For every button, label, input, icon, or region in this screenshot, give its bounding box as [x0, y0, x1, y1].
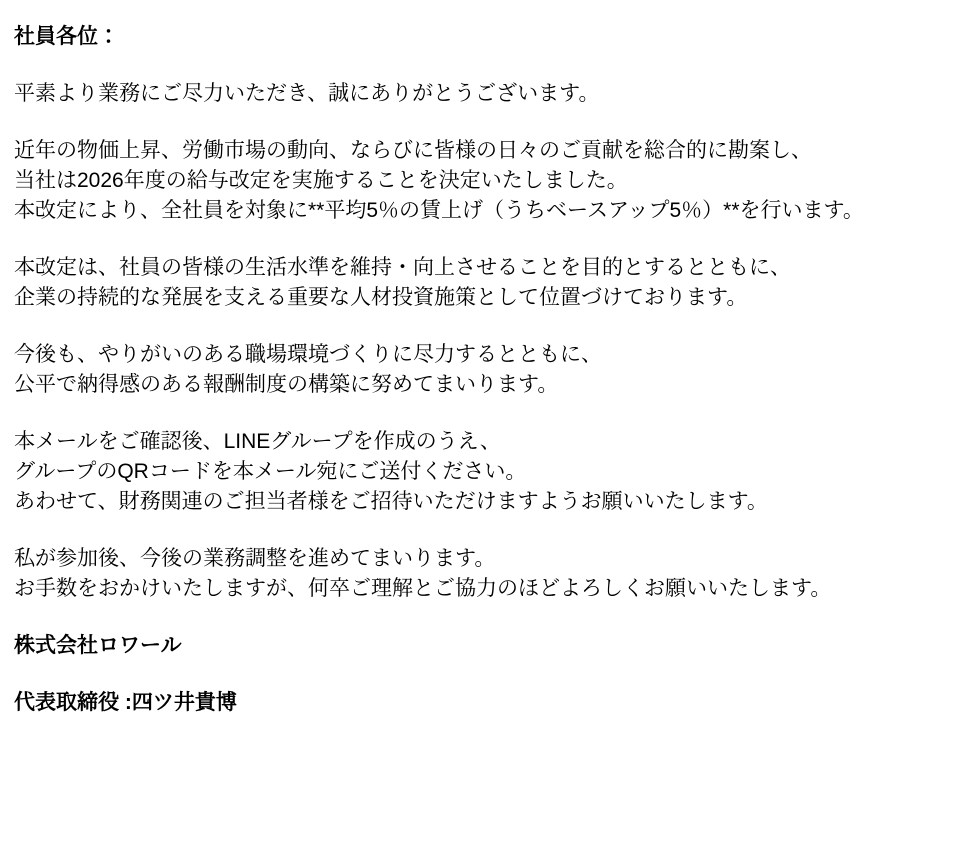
paragraph-line: あわせて、財務関連のご担当者様をご招待いただけますようお願いいたします。 [14, 490, 768, 513]
paragraph-line: 当社は2026年度の給与改定を実施することを決定いたしました。 [14, 169, 628, 192]
paragraph-line: 企業の持続的な発展を支える重要な人材投資施策として位置づけております。 [14, 286, 748, 309]
paragraph-line: グループのQRコードを本メール宛にご送付ください。 [14, 460, 527, 483]
signature-representative-text: 代表取締役 :四ツ井貴博 [14, 691, 237, 714]
paragraph-line: 本改定は、社員の皆様の生活水準を維持・向上させることを目的とするとともに、 [14, 256, 791, 279]
paragraph-greeting [14, 79, 960, 109]
paragraph-line: 公平で納得感のある報酬制度の構築に努めてまいります。 [14, 373, 559, 396]
paragraph-line: 平素より業務にご尽力いただき、誠にありがとうございます。 [14, 82, 600, 105]
paragraph-line: 本メールをご確認後、LINEグループを作成のうえ、 [14, 430, 501, 453]
paragraph-commitment [14, 340, 960, 400]
signature-company-text: 株式会社ロワール [14, 634, 182, 657]
paragraph-line: 本改定により、全社員を対象に**平均5％の賃上げ（うちベースアップ5％）**を行います。 [14, 199, 864, 222]
paragraph-line: 近年の物価上昇、労働市場の動向、ならびに皆様の日々のご貢献を総合的に勘案し、 [14, 139, 812, 162]
paragraph-line-group-request [14, 427, 960, 517]
paragraph-line: 今後も、やりがいのある職場環境づくりに尽力するとともに、 [14, 343, 602, 366]
paragraph-line: お手数をおかけいたしますが、何卒ご理解とご協力のほどよろしくお願いいたします。 [14, 577, 832, 600]
signature-company [14, 631, 960, 661]
paragraph-purpose [14, 253, 960, 313]
paragraph-raise-announcement [14, 136, 960, 226]
signature-representative [14, 688, 960, 718]
paragraph-line: 私が参加後、今後の業務調整を進めてまいります。 [14, 547, 496, 570]
salutation-text: 社員各位： [14, 25, 119, 48]
salutation [14, 22, 960, 52]
paragraph-closing [14, 544, 960, 604]
